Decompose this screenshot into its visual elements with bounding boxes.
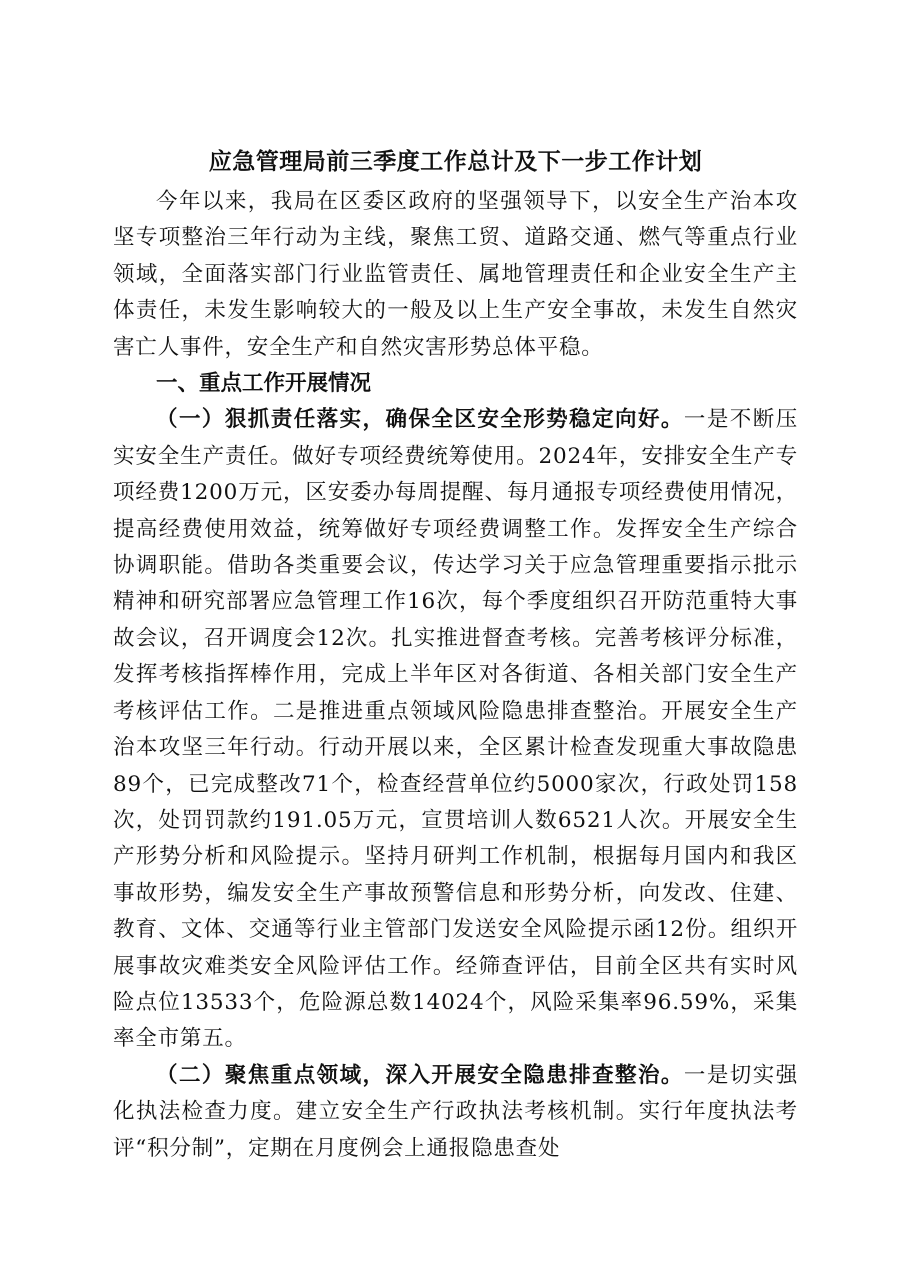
intro-paragraph: 今年以来，我局在区委区政府的坚强领导下，以安全生产治本攻坚专项整治三年行动为主线，聚焦工贸、道路交通、燃气等重点行业领域，全面落实部门行业监管责任、属地管理责任和企业安全生产主体责任，未发生影响较大的一般及以上生产安全事故，未发生自然灾害亡人事件，安全生产和自然灾害形势总体平稳。 <box>113 189 798 360</box>
subsection-2-heading: （二）聚焦重点领域，深入开展安全隐患排查整治。 <box>156 1062 684 1088</box>
subsection-2-body: 一是切实强化执法检查力度。建立安全生产行政执法考核机制。实行年度执法考评“积分制”，定期在月度例会上通报隐患查处 <box>113 1062 798 1161</box>
subsection-1-heading: （一）狠抓责任落实，确保全区安全形势稳定向好。 <box>156 407 684 433</box>
subsection-2-paragraph <box>113 1058 798 1167</box>
subsection-1-body: 一是不断压实安全生产责任。做好专项经费统筹使用。2024年，安排安全生产专项经费1200万元，区安委办每周提醒、每月通报专项经费使用情况，提高经费使用效益，统筹做好专项经费调整工作。发挥安全生产综合协调职能。借助各类重要会议，传达学习关于应急管理重要指示批示精神和研究部署应急管理工作16次，每个季度组织召开防范重特大事故会议，召开调度会12次。扎实推进督查考核。完善考核评分标准，发挥考核指挥棒作用，完成上半年区对各街道、各相关部门安全生产考核评估工作。二是推进重点领域风险隐患排查整治。开展安全生产治本攻坚三年行动。行动开展以来，全区累计检查发现重大事故隐患89个，已完成整改71个，检查经营单位约5000家次，行政处罚158次，处罚罚款约191.05万元，宣贯培训人数6521人次。开展安全生产形势分析和风险提示。坚持月研判工作机制，根据每月国内和我区事故形势，编发安全生产事故预警信息和形势分析，向发改、住建、教育、文体、交通等行业主管部门发送安全风险提示函12份。组织开展事故灾难类安全风险评估工作。经筛查评估，目前全区共有实时风险点位13533个，危险源总数14024个，风险采集率96.59%，采集率全市第五。 <box>113 407 798 1052</box>
subsection-1-paragraph <box>113 402 798 1057</box>
document-title: 应急管理局前三季度工作总计及下一步工作计划 <box>208 149 703 175</box>
section-heading-key-work: 一、重点工作开展情况 <box>156 371 372 397</box>
document-body <box>113 142 798 1167</box>
